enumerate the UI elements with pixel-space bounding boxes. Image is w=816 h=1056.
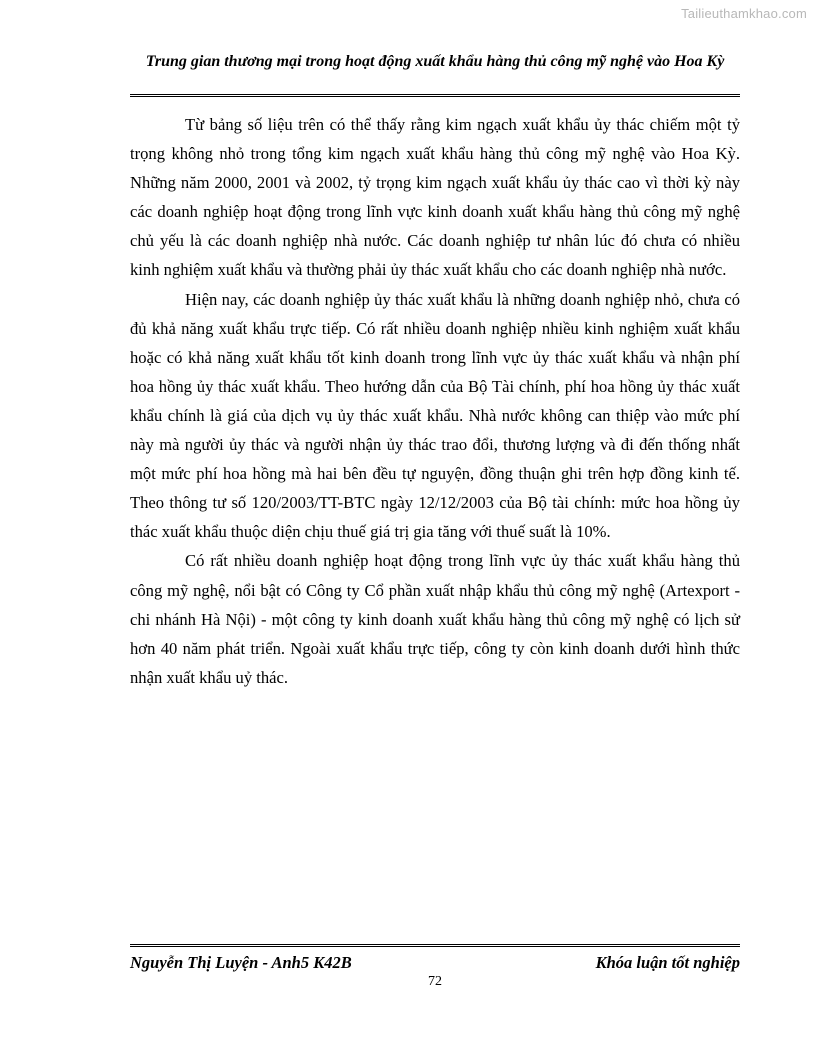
paragraph-1: Từ bảng số liệu trên có thể thấy rằng kim ngạch xuất khẩu ủy thác chiếm một tỷ trọng không nhỏ trong tổng kim ngạch xuất khẩu hàng thủ công mỹ nghệ vào Hoa Kỳ. Những năm 2000, 2001 và 2002, tỷ trọng kim ngạch xuất khẩu ủy thác cao vì thời kỳ này các doanh nghiệp hoạt động trong lĩnh vực kinh doanh xuất khẩu hàng thủ công mỹ nghệ chủ yếu là các doanh nghiệp nhà nước. Các doanh nghiệp tư nhân lúc đó chưa có nhiều kinh nghiệm xuất khẩu và thường phải ủy thác xuất khẩu cho các doanh nghiệp nhà nước. [130, 115, 740, 280]
page-number: 72 [428, 974, 442, 989]
paragraph-3: Có rất nhiều doanh nghiệp hoạt động trong lĩnh vực ủy thác xuất khẩu hàng thủ công mỹ nghệ, nổi bật có Công ty Cổ phần xuất nhập khẩu thủ công mỹ nghệ (Artexport - chi nhánh Hà Nội) - một công ty kinh doanh xuất khẩu hàng thủ công mỹ nghệ có lịch sử hơn 40 năm phát triển. Ngoài xuất khẩu trực tiếp, công ty còn kinh doanh dưới hình thức nhận xuất khẩu uỷ thác. [130, 551, 740, 687]
paragraph-2: Hiện nay, các doanh nghiệp ủy thác xuất khẩu là những doanh nghiệp nhỏ, chưa có đủ khả năng xuất khẩu trực tiếp. Có rất nhiều doanh nghiệp nhiều kinh nghiệm xuất khẩu hoặc có khả năng xuất khẩu tốt kinh doanh trong lĩnh vực ủy thác xuất khẩu và nhận phí hoa hồng ủy thác xuất khẩu. Theo hướng dẫn của Bộ Tài chính, phí hoa hồng ủy thác xuất khẩu chính là giá của dịch vụ ủy thác xuất khẩu. Nhà nước không can thiệp vào mức phí này mà người ủy thác và người nhận ủy thác trao đổi, thương lượng và đi đến thống nhất một mức phí hoa hồng mà hai bên đều tự nguyện, đồng thuận ghi trên hợp đồng kinh tế. Theo thông tư số 120/2003/TT-BTC ngày 12/12/2003 của Bộ tài chính: mức hoa hồng ủy thác xuất khẩu thuộc diện chịu thuế giá trị gia tăng với thuế suất là 10%. [130, 289, 740, 542]
header-divider [130, 94, 740, 97]
footer-document-type: Khóa luận tốt nghiệp [595, 953, 740, 972]
footer-divider [130, 944, 740, 947]
footer-author: Nguyễn Thị Luyện - Anh5 K42B [130, 953, 352, 972]
page-header-title: Trung gian thương mại trong hoạt động xuất khẩu hàng thủ công mỹ nghệ vào Hoa Kỳ [145, 53, 725, 70]
document-body [130, 110, 740, 692]
watermark-text: Tailieuthamkhao.com [681, 6, 807, 21]
